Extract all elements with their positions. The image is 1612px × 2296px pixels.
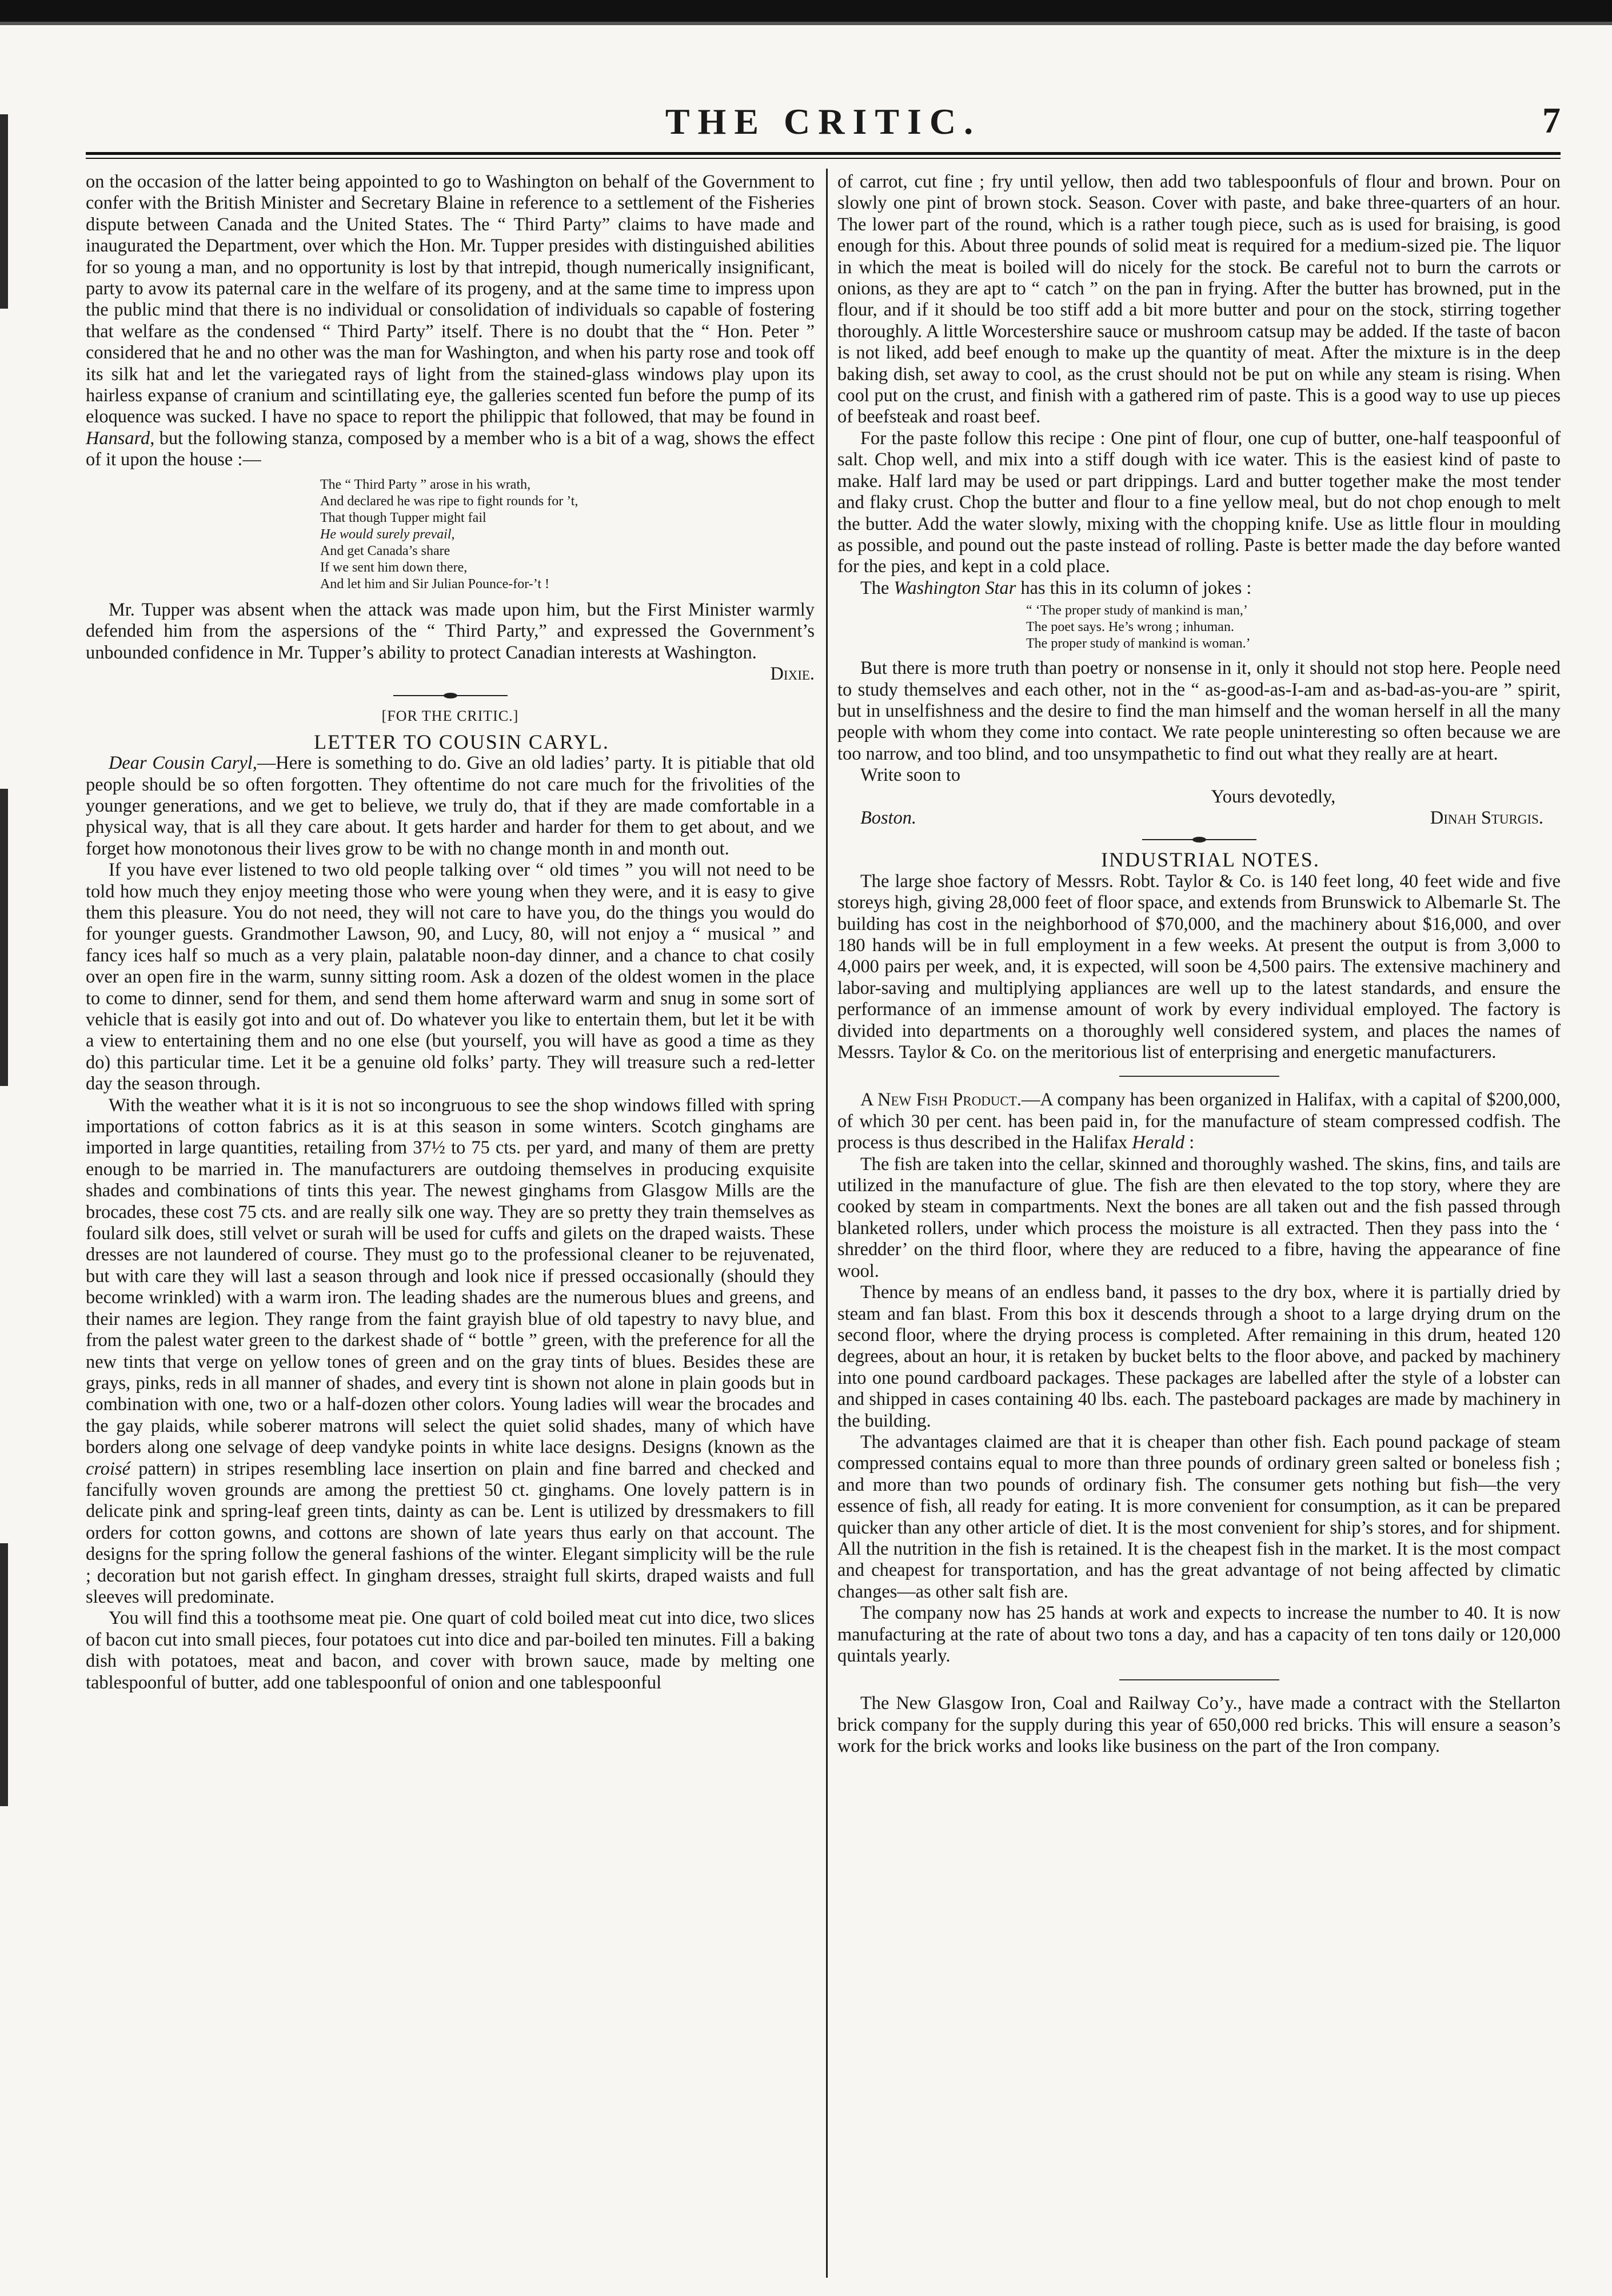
for-the-critic-label: [FOR THE CRITIC.] [381, 708, 519, 725]
page-number: 7 [1542, 100, 1561, 141]
masthead-rule [86, 152, 1561, 155]
paragraph [86, 1095, 815, 1608]
paragraph: Mr. Tupper was absent when the attack was made upon him, but the First Minister warmly defended him from the aspersions of the “ Third Party,” and expressed the Government’s unbounded confidence in Mr. Tupper’s ability to protect Canadian interests at Washington. [86, 599, 815, 663]
italic-text: croisé [86, 1458, 130, 1479]
stanza-line: And let him and Sir Julian Pounce-for-’t ! [320, 576, 550, 592]
section-rule [1119, 1679, 1279, 1680]
stanza-line: If we sent him down there, [320, 560, 468, 575]
scan-edge-mark [0, 1543, 8, 1806]
closing-yours: Yours devotedly, [1211, 786, 1336, 807]
italic-text: Hansard [86, 428, 150, 449]
salutation: Dear Cousin Caryl, [109, 753, 257, 774]
scan-top-border [0, 0, 1612, 22]
verse-line: The proper study of mankind is woman.’ [1026, 636, 1251, 652]
paragraph-text: —A company has been organized in Halifax, with a capital of $200,000, of which 30 per cent. has been paid in, for the manufacture of steam compressed codfish. The process is thus described in the Halifax [837, 1089, 1561, 1153]
paragraph: If you have ever listened to two old people talking over “ old times ” you will not need to be told how much they enjoy meeting those who were young when they were, and it is easy to give them this pleasure. You do not need, they will not care to have you, do the things you would do for younger guests. Grandmother Lawson, 90, and Lucy, 80, will not enjoy a “ musical ” and fancy ices half so much as a very plain, palatable noon-day dinner, and a chance to chat cosily over an open fire in the warm, sunny sitting room. Ask a dozen of the oldest women in the place to come to dinner, send for them, and send them home afterward warm and snug in some sort of vehicle that is easily got into and out of. Do whatever you like to entertain them, but let it be with a view to entertaining them and no one else (but yourself, you will have as good a time as they do) this particular time. Let it be a genuine old folks’ party. They will treasure such a red-letter day the season through. [86, 860, 815, 1095]
section-rule [1119, 1076, 1279, 1077]
stanza-line: That though Tupper might fail [320, 510, 486, 525]
signature-dixie: Dixie. [770, 663, 815, 684]
signature-name: Dinah Sturgis. [1430, 807, 1543, 828]
masthead-rule-thin [86, 158, 1561, 159]
paragraph-text: pattern) in stripes resembling lace insertion on plain and fine barred and checked and fancifully woven grounds are among the prettiest 50 ct. ginghams. One lovely pattern is in delicate pink and spring-leaf green tints, dainty as can be. Lent is utilized by dressmakers to fill orders for cotton gowns, and cottons are shown of late years thus early on that account. The designs for the spring follow the general fashions of the winter. Elegant simplicity will be the rule ; decoration but not garish effect. In gingham dresses, straight full skirts, draped waists and full sleeves will predominate. [86, 1458, 815, 1607]
industrial-notes-heading: INDUSTRIAL NOTES. [1101, 848, 1320, 872]
signature-place: Boston. [860, 807, 917, 828]
quoted-verse [1026, 602, 1561, 652]
paragraph: You will find this a toothsome meat pie. One quart of cold boiled meat cut into dice, two slices of bacon cut into small pieces, four potatoes cut into dice and par-boiled ten minutes. Fill a baking dish with potatoes, meat and bacon, and cover with brown sauce, made by melting one tablespoonful of butter, add one tablespoonful of onion and one tablespoonful [86, 1608, 815, 1693]
column-divider [826, 169, 828, 2278]
paragraph-text: The [860, 577, 894, 598]
paragraph: The New Glasgow Iron, Coal and Railway Co’y., have made a contract with the Stellarton brick company for the supply during this year of 650,000 red bricks. This will ensure a season’s work for the brick works and looks like business on the part of the Iron company. [837, 1693, 1561, 1757]
signature-line [837, 808, 1561, 829]
paragraph-text: has this in its column of jokes : [1016, 577, 1252, 598]
paragraph [837, 1089, 1561, 1153]
paragraph-text: With the weather what it is it is not so incongruous to see the shop windows filled with spring importations of cotton fabrics as it is at this season in some winters. Scotch ginghams are imported in large quantities, retailing from 37½ to 75 cts. per yard, and many of them are pretty enough to be married in. The manufacturers are outdoing themselves in producing exquisite shades and combinations of tints this year. The newest ginghams from Glasgow Mills are the brocades, these cost 75 cts. and are really silk one way. They are so pretty they train themselves as foulard silk does, still velvet or surah will be used for cuffs and gilets on the draped waists. These dresses are not laundered of course. They must go to the professional cleaner to be rejuvenated, but with care they will last a season through and look nice if pressed occasionally (should they become wrinkled) with a warm iron. The leading shades are the numerous blues and greens, and their names are legion. They range from the faint grayish blue of old tapestry to navy blue, and from the palest water green to the darkest shade of “ bottle ” green, with the preference for all the new tints that verge on yellow tones of green and on the gray tints of blues. Besides these are grays, pinks, reds in all manner of shades, and every tint is shown not alone in plain goods but in combination with one, two or a half-dozen other colors. Young ladies will wear the brocades and the gay plaids, while soberer matrons will select the quiet solid shades, many of which have borders along one selvage of deep vandyke points in white lace designs. Designs (known as the [86, 1095, 815, 1458]
scan-edge-mark [0, 114, 8, 309]
paragraph [837, 578, 1561, 599]
paragraph-text: on the occasion of the latter being appointed to go to Washington on behalf of the Government to confer with the British Minister and Secretary Blaine in reference to a settlement of the Fisheries dispute between Canada and the United States. The “ Third Party” claims to have made and inaugurated the Department, over which the Hon. Mr. Tupper presides with distinguished abilities for so young a man, and no opportunity is lost by that intrepid, though numerically insignificant, party to avow its paternal care in the welfare of its progeny, and at the same time to impress upon the public mind that there is no individual or consolidation of individuals so capable of fostering that welfare as the condensed “ Third Party” itself. There is no doubt that the “ Hon. Peter ” considered that he and no other was the man for Washington, and when his party rose and took off its silk hat and let the variegated rays of light from the stained-glass windows play upon its hairless expanse of cranium and scintillating eye, the galleries scented fun before the pump of its eloquence was sucked. I have no space to report the philippic that followed, that may be found in [86, 171, 815, 428]
italic-text: Herald [1132, 1132, 1185, 1153]
paragraph [86, 753, 815, 860]
paragraph: The fish are taken into the cellar, skinned and thoroughly washed. The skins, fins, and tails are utilized in the manufacture of glue. The fish are then elevated to the top story, where they are cooked by steam in compartments. Next the bones are all taken out and the fish passed through blanketed rollers, under which process the moisture is all extracted. Then they pass into the ‘ shredder’ on the third floor, where they are reduced to a fibre, having the appearance of fine wool. [837, 1153, 1561, 1281]
verse-line: “ ‘The proper study of mankind is man,’ [1026, 603, 1248, 618]
right-column [837, 171, 1561, 1758]
left-column [86, 171, 815, 1694]
paragraph-text: , but the following stanza, composed by a member who is a bit of a wag, shows the effect of it upon the house :— [86, 428, 815, 470]
masthead [86, 96, 1561, 147]
closing-write-soon: Write soon to [860, 765, 961, 786]
paragraph-text: : [1184, 1132, 1195, 1153]
newspaper-title: THE CRITIC. [665, 101, 981, 142]
verse-line: The poet says. He’s wrong ; inhuman. [1026, 620, 1234, 635]
paragraph: of carrot, cut fine ; fry until yellow, then add two tablespoonfuls of flour and brown. Pour on slowly one pint of brown stock. Season. Cover with paste, and bake three-quarters of an hour. The lower part of the round, which is a rather tough piece, such as is used for braising, is good enough for this. About three pounds of solid meat is required for a medium-sized pie. The liquor in which the meat is boiled will do nicely for the stock. Be careful not to burn the carrots or onions, as they are apt to “ catch ” on the pan in frying. After the butter has browned, put in the flour, and if it should be too stiff add a bit more butter and pour on the stock, stirring together thoroughly. A little Worcestershire sauce or mushroom catsup may be added. If the taste of bacon is not liked, add beef enough to make up the quantity of meat. After the mixture is in the deep baking dish, set away to cool, as the crust should not be put on while any steam is rising. When cool put on the crust, and finish with a gathered rim of paste. This is a good way to use up pieces of beefsteak and roast beef. [837, 171, 1561, 428]
paragraph: Thence by means of an endless band, it passes to the dry box, where it is partially dried by steam and fan blast. From this box it descends through a shoot to a large drying drum on the second floor, where the drying process is completed. After remaining in this drum, heated 120 degrees, about an hour, it is retaken by bucket belts to the floor above, and packed by machinery into one pound cardboard packages. These packages are labelled after the style of a lobster can and shipped in cases containing 40 lbs. each. The pasteboard packages are made by machinery in the building. [837, 1282, 1561, 1431]
stanza-line: The “ Third Party ” arose in his wrath, [320, 477, 531, 492]
ornament-divider [393, 693, 508, 698]
stanza-line: He would surely prevail, [320, 526, 455, 542]
fish-item-title: A New Fish Product. [860, 1089, 1022, 1111]
scan-edge-mark [0, 789, 8, 1086]
ornament-divider [1142, 837, 1256, 842]
paragraph: For the paste follow this recipe : One pint of flour, one cup of butter, one-half teaspoonful of salt. Chop well, and mix into a stiff dough with ice water. This is the easiest kind of paste to make. Half lard may be used or part drippings. Lard and butter together make the most tender and flaky crust. Chop the butter and flour to a fine yellow meal, but do not chop enough to melt the butter. Add the water slowly, mixing with the chopping knife. Use as little flour in moulding as possible, and pound out the paste instead of rolling. Paste is better made the day before wanted for the pies, and kept in a cold place. [837, 428, 1561, 577]
paragraph: But there is more truth than poetry or nonsense in it, only it should not stop here. People need to study themselves and each other, not in the “ as-good-as-I-am and as-bad-as-you-are ” spirit, but in unselfishness and the desire to find the man himself and the woman herself in all the many people with whom they come into contact. We rate people uninteresting so often because we are too narrow, and too blind, and too unsympathetic to find out what they really are at heart. [837, 658, 1561, 764]
paragraph: The advantages claimed are that it is cheaper than other fish. Each pound package of steam compressed contains equal to more than three pounds of ordinary green salted or boneless fish ; and more than two pounds of ordinary fish. The consumer gets nothing but fish—the very essence of fish, all ready for eating. It is more convenient for consumption, as it can be prepared quicker than any other article of diet. It is the most convenient for ship’s stores, and for shipment. All the nutrition in the fish is retained. It is the cheapest fish in the market. It is the most compact and cheapest for transportation, and has the great advantage of not being affected by climatic changes—as other salt fish are. [837, 1431, 1561, 1602]
paragraph: The large shoe factory of Messrs. Robt. Taylor & Co. is 140 feet long, 40 feet wide and five storeys high, giving 28,000 feet of floor space, and extends from Brunswick to Albemarle St. The building has cost in the neighborhood of $70,000, and the machinery about $16,000, and over 180 hands will be in full employment in a few weeks. At present the output is from 3,000 to 4,000 pairs per week, and, it is expected, will soon be 4,500 pairs. The extensive machinery and labor-saving and multiplying appliances are well up to the latest standards, and ensure the performance of an immense amount of work by every individual employed. The factory is divided into departments on a thoroughly well considered system, and places the names of Messrs. Taylor & Co. on the meritorious list of enterprising and energetic manufacturers. [837, 871, 1561, 1063]
scan-top-border-strip [0, 22, 1612, 25]
paragraph-text: —Here is something to do. Give an old ladies’ party. It is pitiable that old people should be so often forgotten. They oftentime do not care much for the frivolities of the younger generations, and we get to believe, we truly do, that if they are made comfortable in a physical way, that is all they care about. It gets harder and harder for them to get about, and we forget how monotonous their lives grow to be with no change month in and month out. [86, 753, 815, 859]
paragraph: The company now has 25 hands at work and expects to increase the number to 40. It is now manufacturing at the rate of about two tons a day, and has a capacity of ten tons daily or 120,000 quintals yearly. [837, 1603, 1561, 1666]
stanza-line: And declared he was ripe to fight rounds for ’t, [320, 493, 578, 509]
stanza-line: And get Canada’s share [320, 543, 450, 558]
italic-text: Washington Star [893, 577, 1016, 598]
stanza [320, 477, 815, 593]
article-continuation [86, 171, 815, 471]
letter-heading: LETTER TO COUSIN CARYL. [314, 730, 609, 753]
